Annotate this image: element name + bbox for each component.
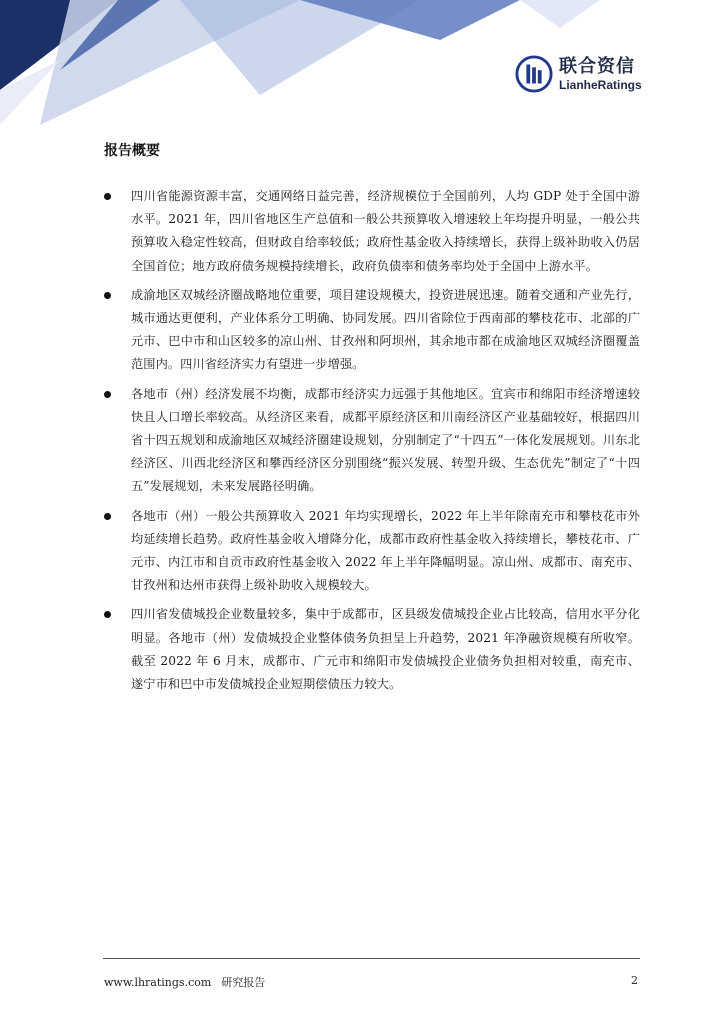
bullet-text: 四川省发债城投企业数量较多，集中于成都市，区县级发债城投企业占比较高，信用水平分化明显。各地市（州）发债城投企业整体债务负担呈上升趋势，2021 年净融资规模有所收窄。截至 2022 年 6 月末，成都市、广元市和绵阳市发债城投企业债务负担相对较重，南充市、遂宁市和巴中市发债城投企业短期偿债压力较大。 [131,607,640,692]
footer-divider [103,958,640,959]
bullet-icon [104,193,111,200]
brand-logo [515,54,642,94]
bullet-icon [104,513,111,520]
list-item [103,603,640,696]
bullet-icon [104,391,111,398]
bullet-text: 四川省能源资源丰富，交通网络日益完善，经济规模位于全国前列，人均 GDP 处于全国中游水平。2021 年，四川省地区生产总值和一般公共预算收入增速较上年均提升明显，一般公共预算收入稳定性较高，但财政自给率较低；政府性基金收入持续增长，获得上级补助收入仍居全国首位；地方政府债务规模持续增长，政府负债率和债务率均处于全国中上游水平。 [131,189,640,273]
bullet-text: 成渝地区双城经济圈战略地位重要，项目建设规模大，投资进展迅速。随着交通和产业先行，城市通达更便利，产业体系分工明确、协同发展。四川省除位于西南部的攀枝花市、北部的广元市、巴中市和山区较多的凉山州、甘孜州和阿坝州，其余地市都在成渝地区双城经济圈覆盖范围内。四川省经济实力有望进一步增强。 [131,287,640,372]
brand-name-cn: 联合资信 [559,55,635,77]
footer-doc-type: 研究报告 [221,976,266,989]
bullet-icon [104,292,111,299]
list-item [103,383,640,499]
summary-bullet-list [103,185,640,702]
brand-name-en: LianheRatings [559,77,642,92]
list-item [103,185,640,278]
lianhe-logo-icon [515,55,553,93]
footer-website-link[interactable]: www.lhratings.com [104,976,212,989]
bullet-icon [104,611,111,618]
bullet-text: 各地市（州）一般公共预算收入 2021 年均实现增长，2022 年上半年除南充市和攀枝花市外均延续增长趋势。政府性基金收入增降分化，成都市政府性基金收入持续增长，攀枝花市、广元市、内江市和自贡市政府性基金收入 2022 年上半年降幅明显。凉山州、成都市、南充市、甘孜州和达州市获得上级补助收入规模较大。 [131,508,640,593]
list-item [103,284,640,377]
list-item [103,505,640,598]
bullet-text: 各地市（州）经济发展不均衡，成都市经济实力远强于其他地区。宜宾市和绵阳市经济增速较快且人口增长率较高。从经济区来看，成都平原经济区和川南经济区产业基础较好，根据四川省十四五规划和成渝地区双城经济圈建设规划，分别制定了“十四五”一体化发展规划。川东北经济区、川西北经济区和攀西经济区分别围绕“振兴发展、转型升级、生态优先”制定了“十四五”发展规划，未来发展路径明确。 [131,386,640,494]
page-number: 2 [631,974,638,987]
footer-info [104,974,265,990]
section-title: 报告概要 [104,143,160,159]
